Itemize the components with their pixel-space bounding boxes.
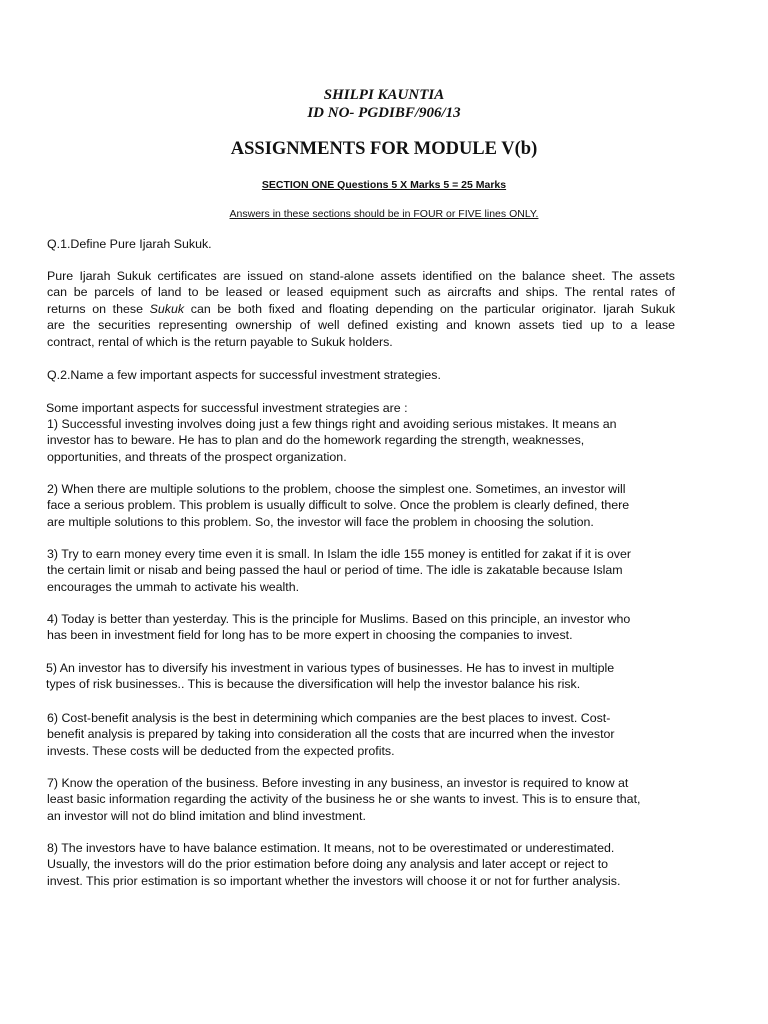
answer-1-line: contract, rental of which is the return payable to Sukuk holders. <box>47 334 393 349</box>
question-1 <box>47 236 675 252</box>
point-2 <box>47 481 675 530</box>
question-1-text: Q.1.Define Pure Ijarah Sukuk. <box>47 237 212 251</box>
point-line: 5) An investor has to diversify his investment in various types of businesses. He has to invest in multiple <box>46 661 615 675</box>
point-line: are multiple solutions to this problem. So, the investor will face the problem in choosing the solution. <box>47 514 594 529</box>
answer-2-intro-text: Some important aspects for successful investment strategies are : <box>46 401 408 415</box>
point-line: benefit analysis is prepared by taking into consideration all the costs that are incurred when the investor <box>47 727 615 742</box>
point-line: 8) The investors have to have balance estimation. It means, not to be overestimated or underestimated. <box>47 841 615 855</box>
point-4 <box>47 611 675 644</box>
answer-1-line-3-prefix: returns on these <box>47 301 143 316</box>
question-2 <box>47 367 675 383</box>
point-5 <box>46 660 674 693</box>
point-line: least basic information regarding the activity of the business he or she wants to invest. This is to ensure that, <box>47 792 641 807</box>
point-1 <box>47 416 675 465</box>
instructions: Answers in these sections should be in FOUR or FIVE lines ONLY. <box>229 208 539 220</box>
point-line: 6) Cost-benefit analysis is the best in determining which companies are the best places to invest. Cost- <box>47 711 611 725</box>
question-2-text: Q.2.Name a few important aspects for successful investment strategies. <box>47 368 441 382</box>
point-line: opportunities, and threats of the prospect organization. <box>47 449 347 464</box>
point-line: 7) Know the operation of the business. Before investing in any business, an investor is required to know at <box>47 776 629 790</box>
point-line: face a serious problem. This problem is usually difficult to solve. Once the problem is clearly defined, there <box>47 498 630 513</box>
answer-1-line: Pure Ijarah Sukuk certificates are issued on stand-alone assets identified on the balance sheet. The assets <box>47 269 675 283</box>
answer-1-line-3-rest: can be both fixed and floating depending on the particular originator. Ijarah Sukuk <box>190 301 676 316</box>
answer-1-line-3 <box>47 301 675 317</box>
answer-1-line: can be parcels of land to be leased or leased equipment such as aircrafts and ships. The rental rates of <box>47 285 675 300</box>
point-line: 1) Successful investing involves doing just a few things right and avoiding serious mistakes. It means an <box>47 417 617 431</box>
point-line: the certain limit or nisab and being passed the haul or period of time. The idle is zakatable because Islam <box>47 563 623 578</box>
point-line: invests. These costs will be deducted from the expected profits. <box>47 743 395 758</box>
author-id: ID NO- PGDIBF/906/13 <box>307 105 461 121</box>
answer-1-line: are the securities representing ownership of well defined existing and known assets tied up to a lease <box>47 318 675 333</box>
point-line: 4) Today is better than yesterday. This is the principle for Muslims. Based on this principle, an investor who <box>47 612 631 626</box>
point-line: 2) When there are multiple solutions to the problem, choose the simplest one. Sometimes, an investor will <box>47 482 626 496</box>
point-line: Usually, the investors will do the prior estimation before doing any analysis and later accept or reject to <box>47 857 609 872</box>
answer-2-intro <box>46 400 674 416</box>
point-line: encourages the ummah to activate his wealth. <box>47 579 300 594</box>
point-6 <box>47 710 675 759</box>
point-line: invest. This prior estimation is so important whether the investors will choose it or not for further analysis. <box>47 873 621 888</box>
point-line: investor has to beware. He has to plan and do the homework regarding the strength, weaknesses, <box>47 433 585 448</box>
author-name: SHILPI KAUNTIA <box>323 87 445 103</box>
section-heading: SECTION ONE Questions 5 X Marks 5 = 25 Marks <box>261 179 507 191</box>
document-title: ASSIGNMENTS FOR MODULE V(b) <box>230 139 538 159</box>
answer-1 <box>47 268 675 350</box>
point-line: has been in investment field for long has to be more expert in choosing the companies to invest. <box>47 628 573 643</box>
point-7 <box>47 775 675 824</box>
point-8 <box>47 840 675 889</box>
point-line: 3) Try to earn money every time even it is small. In Islam the idle 155 money is entitled for zakat if it is over <box>47 547 631 561</box>
point-line: an investor will not do blind imitation and blind investment. <box>47 808 366 823</box>
answer-1-italic-term: Sukuk <box>149 301 185 316</box>
point-line: types of risk businesses.. This is because the diversification will help the investor balance his risk. <box>46 677 581 692</box>
point-3 <box>47 546 675 595</box>
